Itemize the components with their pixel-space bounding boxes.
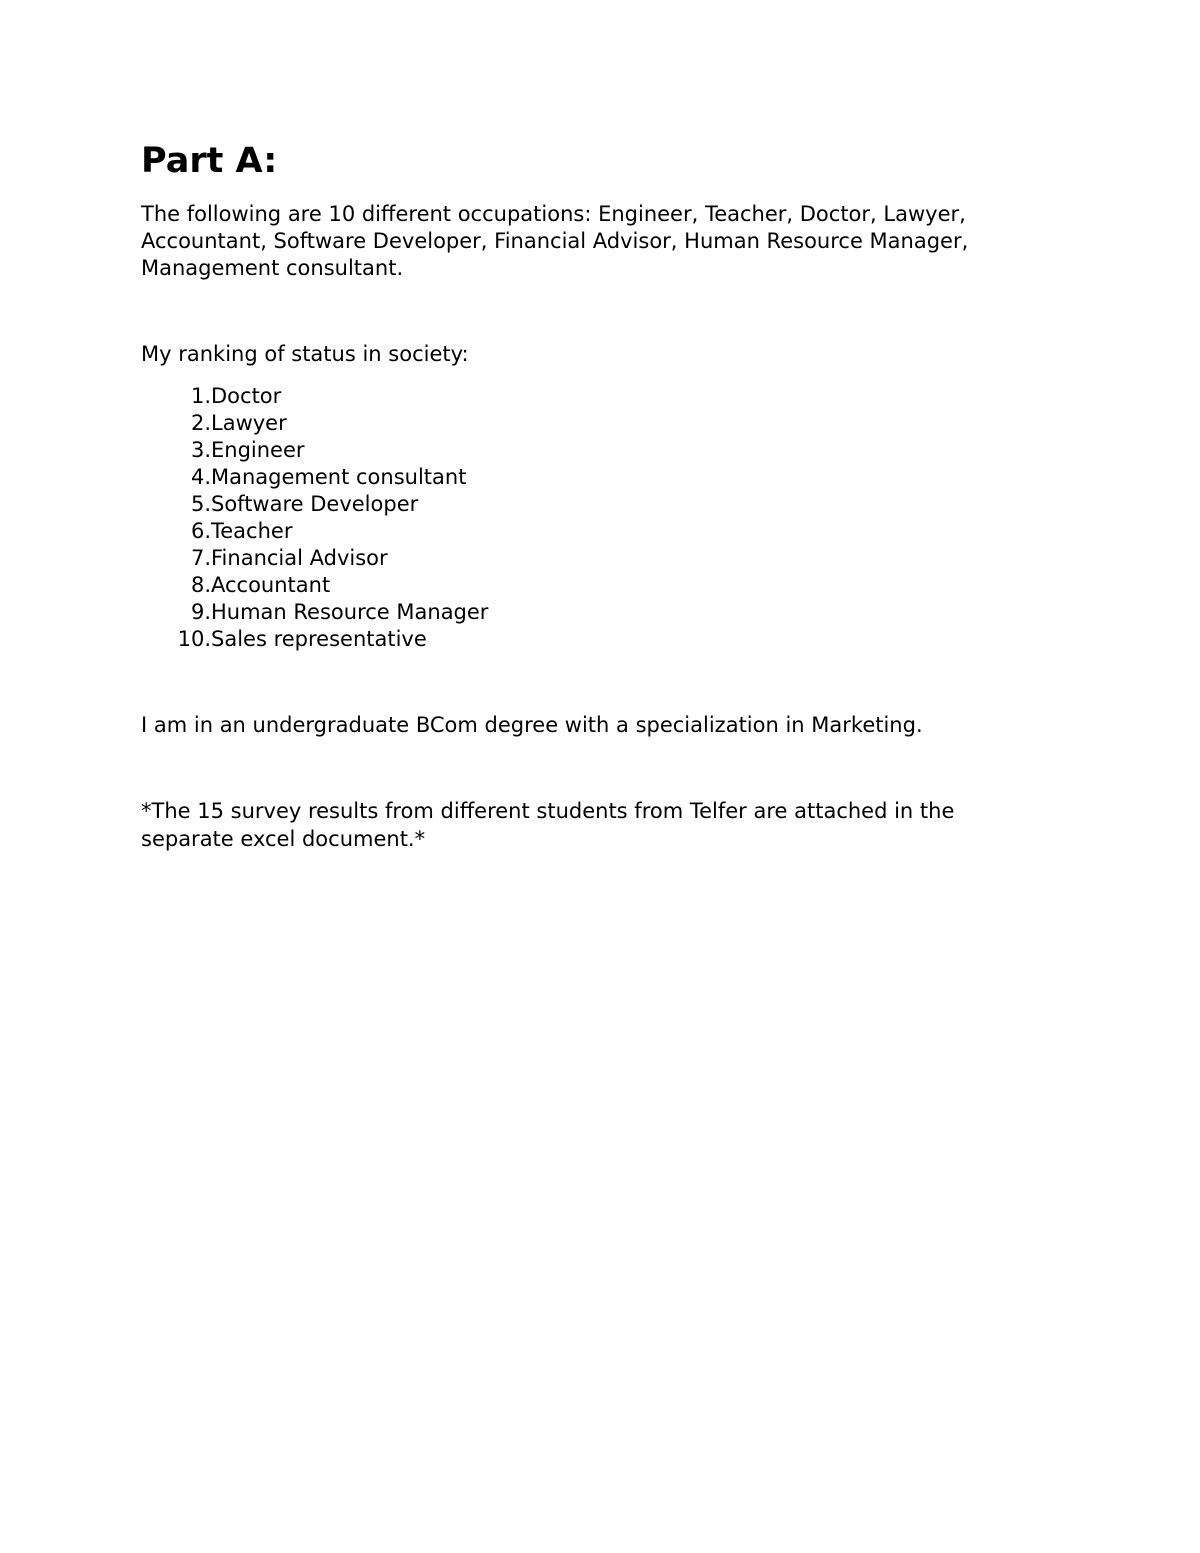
list-item — [141, 491, 1041, 518]
item-number: 1. — [190, 384, 211, 408]
item-label: Software Developer — [211, 492, 419, 516]
ranking-intro: My ranking of status in society: — [141, 342, 469, 366]
item-label: Teacher — [211, 519, 293, 543]
item-label: Management consultant — [211, 465, 467, 489]
item-label: Sales representative — [211, 627, 427, 651]
list-item — [141, 545, 1041, 572]
item-label: Engineer — [211, 438, 305, 462]
item-number: 9. — [190, 600, 211, 624]
list-item — [141, 383, 1041, 410]
item-number: 3. — [190, 438, 211, 462]
list-item — [141, 437, 1041, 464]
list-item — [141, 572, 1041, 599]
item-label: Human Resource Manager — [211, 600, 489, 624]
list-item — [141, 518, 1041, 545]
list-item — [141, 410, 1041, 437]
item-label: Accountant — [211, 573, 331, 597]
item-number: 10. — [177, 627, 211, 651]
list-item — [141, 464, 1041, 491]
degree-statement: I am in an undergraduate BCom degree with a specialization in Marketing. — [141, 713, 923, 737]
item-number: 4. — [190, 465, 211, 489]
item-number: 2. — [190, 411, 211, 435]
item-label: Lawyer — [211, 411, 287, 435]
item-number: 5. — [190, 492, 211, 516]
list-item — [141, 599, 1041, 626]
item-label: Financial Advisor — [211, 546, 388, 570]
ranking-list — [141, 383, 1041, 653]
list-item — [141, 626, 1041, 653]
item-label: Doctor — [211, 384, 282, 408]
document-page — [141, 140, 1041, 853]
item-number: 7. — [190, 546, 211, 570]
survey-note: *The 15 survey results from different students from Telfer are attached in the separate excel document.* — [141, 799, 955, 851]
page-title: Part A: — [141, 141, 278, 181]
item-number: 6. — [190, 519, 211, 543]
intro-paragraph: The following are 10 different occupations: Engineer, Teacher, Doctor, Lawyer, Accountant, Software Developer, Financial Advisor, Human Resource Manager, Management consultant. — [141, 202, 969, 280]
item-number: 8. — [190, 573, 211, 597]
